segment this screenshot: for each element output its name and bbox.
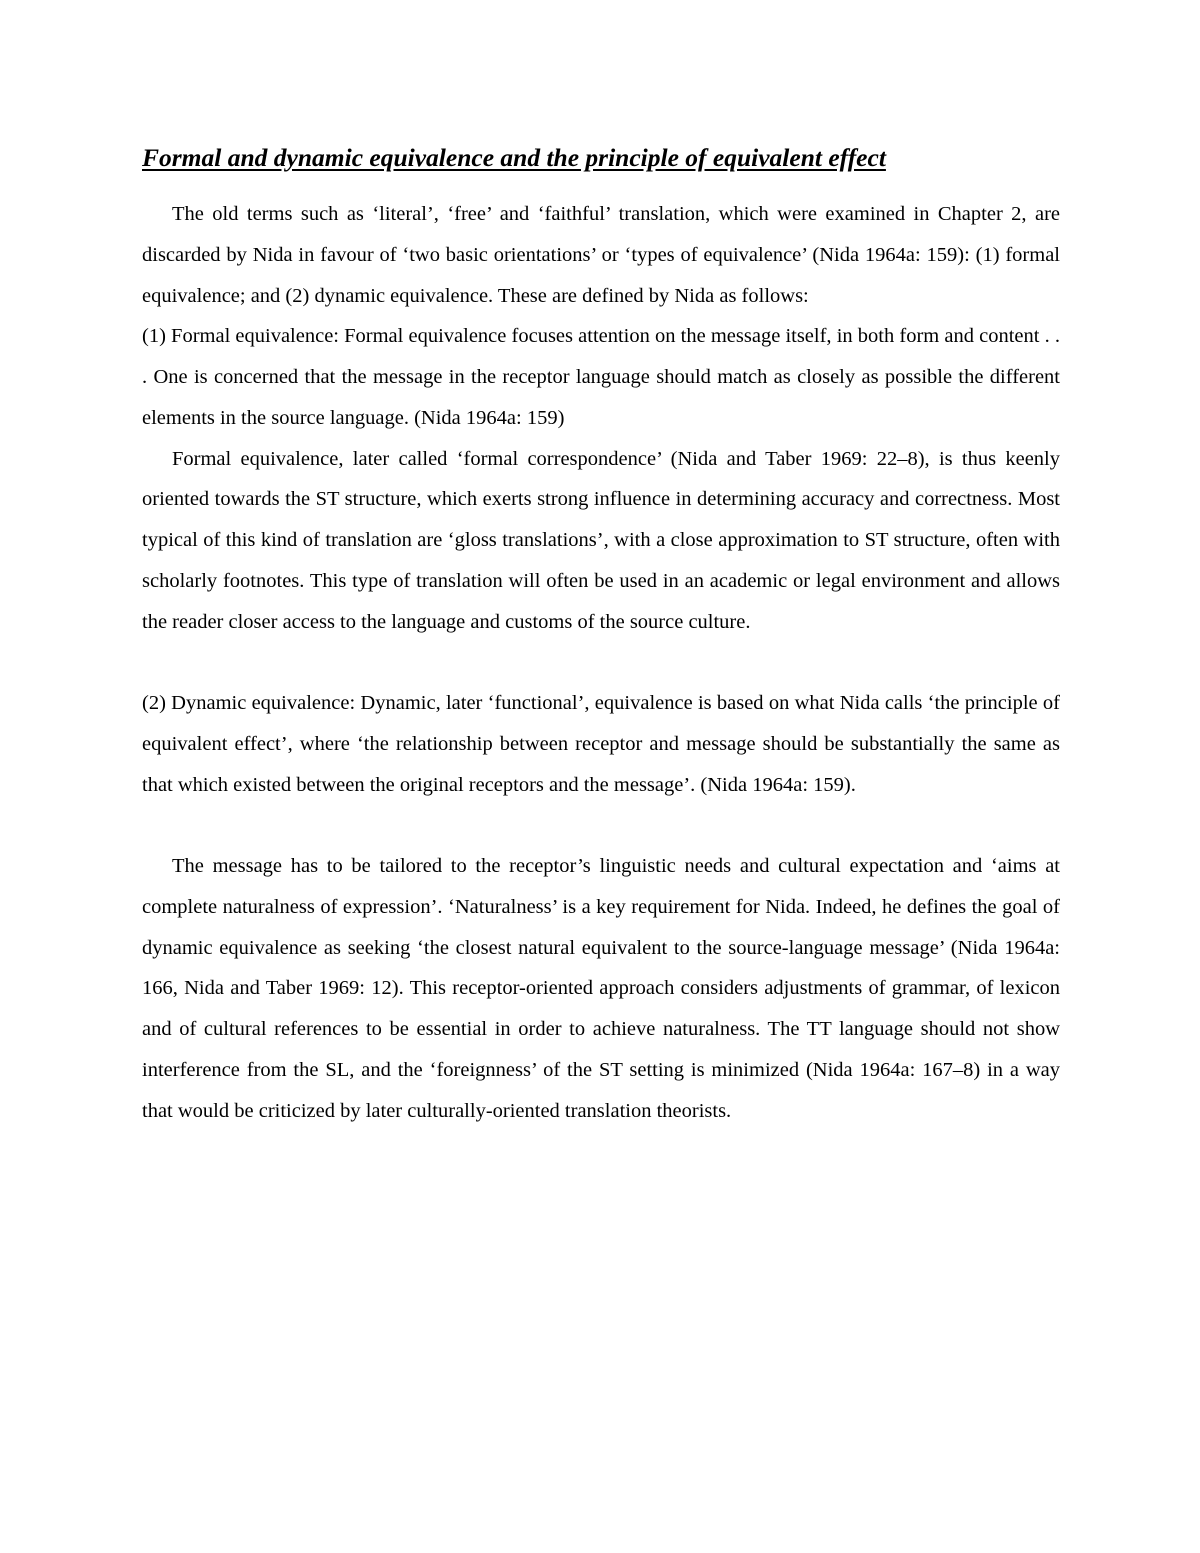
paragraph-intro: The old terms such as ‘literal’, ‘free’ and ‘faithful’ translation, which were examined in Chapter 2, are discarded by Nida in favour of ‘two basic orientations’ or ‘types of equivalence’ (Nida 1964a: 159): (1) formal equivalence; and (2) dynamic equivalence. These are defined by Nida as follows:: [142, 203, 1060, 307]
paragraph-dynamic-definition: (2) Dynamic equivalence: Dynamic, later ‘functional’, equivalence is based on what Nida calls ‘the principle of equivalent effect’, where ‘the relationship between receptor and message should be substantially the same as that which existed between the original receptors and the message’. (Nida 1964a: 159).: [142, 692, 1060, 796]
document-body: [142, 138, 1060, 1131]
document-title: Formal and dynamic equivalence and the principle of equivalent effect: [142, 143, 886, 172]
paragraph-formal-discussion: Formal equivalence, later called ‘formal correspondence’ (Nida and Taber 1969: 22–8), is thus keenly oriented towards the ST structure, which exerts strong influence in determining accuracy and correctness. Most typical of this kind of translation are ‘gloss translations’, with a close approximation to ST structure, often with scholarly footnotes. This type of translation will often be used in an academic or legal environment and allows the reader closer access to the language and customs of the source culture.: [142, 447, 1060, 633]
paragraph-naturalness: The message has to be tailored to the receptor’s linguistic needs and cultural expectation and ‘aims at complete naturalness of expression’. ‘Naturalness’ is a key requirement for Nida. Indeed, he defines the goal of dynamic equivalence as seeking ‘the closest natural equivalent to the source-language message’ (Nida 1964a: 166, Nida and Taber 1969: 12). This receptor-oriented approach considers adjustments of grammar, of lexicon and of cultural references to be essential in order to achieve naturalness. The TT language should not show interference from the SL, and the ‘foreignness’ of the ST setting is minimized (Nida 1964a: 167–8) in a way that would be criticized by later culturally-oriented translation theorists.: [142, 855, 1060, 1122]
paragraph-formal-definition: (1) Formal equivalence: Formal equivalence focuses attention on the message itself, in both form and content . . . One is concerned that the message in the receptor language should match as closely as possible the different elements in the source language. (Nida 1964a: 159): [142, 325, 1060, 429]
